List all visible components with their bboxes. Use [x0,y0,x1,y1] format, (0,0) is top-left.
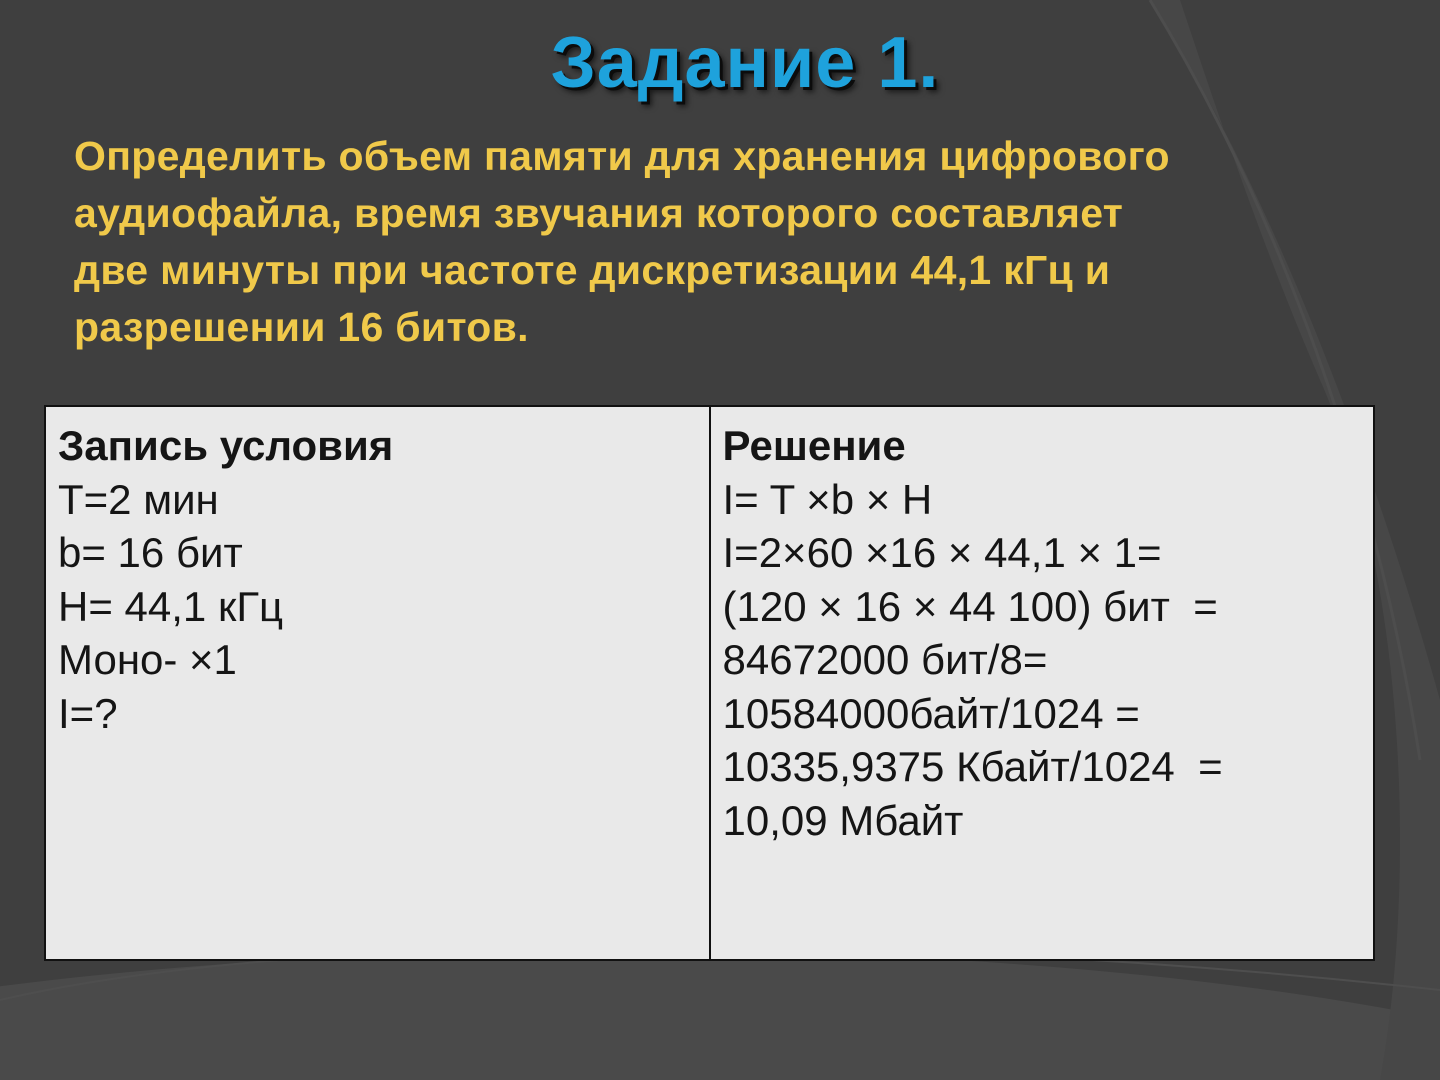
condition-line: I=? [58,689,118,737]
solution-table [44,405,1375,961]
slide-title: Задание 1. [550,23,940,103]
solution-line: 10335,9375 Кбайт/1024 = [722,743,1223,790]
table-row [45,406,1374,960]
solution-line: 10,09 Мбайт [722,796,964,844]
condition-header: Запись условия [58,422,394,469]
solution-line: I=2×60 ×16 × 44,1 × 1= [722,529,1162,576]
condition-line: H= 44,1 кГц [58,582,284,630]
solution-cell [710,406,1375,960]
condition-line: Моно- ×1 [58,636,237,683]
task-line: две минуты при частоте дискретизации 44,1 кГц и [74,247,1111,293]
condition-cell [45,406,710,960]
solution-line: 10584000байт/1024 = [722,689,1140,737]
solution-line: I= T ×b × H [722,475,933,523]
task-line: разрешении 16 битов. [74,304,529,350]
task-line: Определить объем памяти для хранения цифрового [74,133,1170,179]
solution-header: Решение [722,422,906,469]
condition-line: b= 16 бит [58,529,243,576]
task-description [74,128,1404,356]
solution-line: 84672000 бит/8= [722,636,1048,683]
condition-line: T=2 мин [58,475,219,523]
task-line: аудиофайла, время звучания которого составляет [74,190,1124,236]
solution-line: (120 × 16 × 44 100) бит = [722,582,1218,630]
